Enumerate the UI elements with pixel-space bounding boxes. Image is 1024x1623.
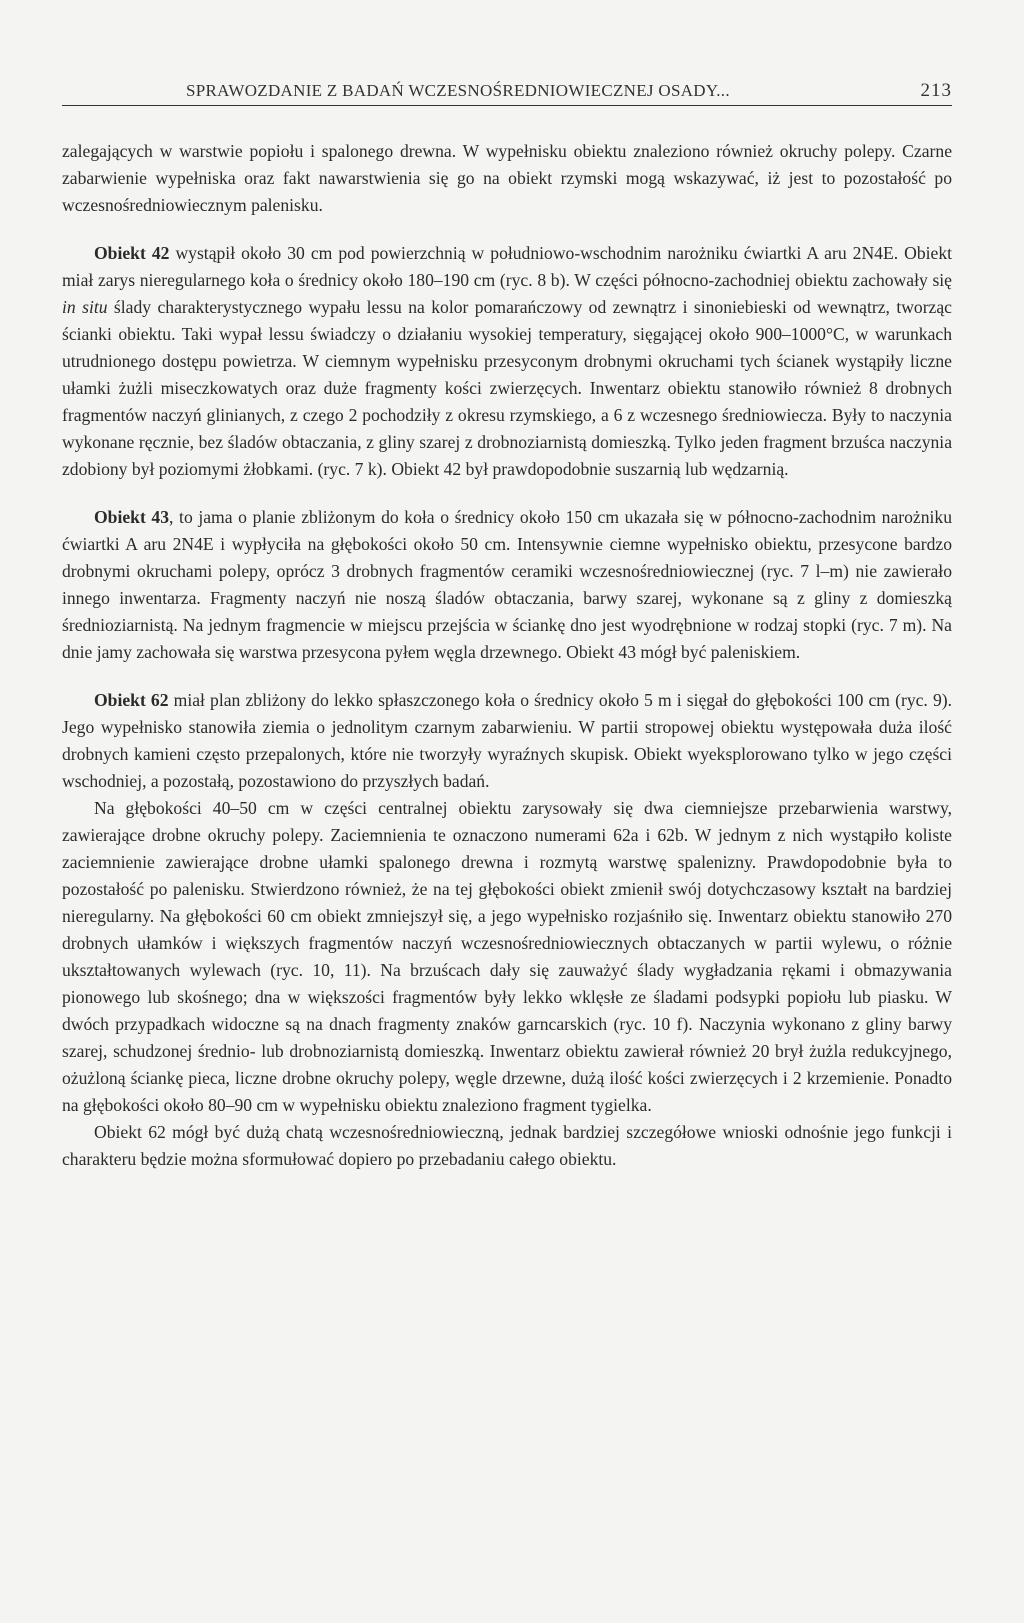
paragraph-obiekt-43: Obiekt 43, to jama o planie zbliżonym do koła o średnicy około 150 cm ukazała się w północno-zachodnim narożniku ćwiartki A aru 2N4E i wypłyciła na głębokości około 50 cm. Intensywnie ciemne wypełnisko obiektu, przesycone bardzo drobnymi okruchami polepy, oprócz 3 drobnych fragmentów ceramiki wczesnośredniowiecznej (ryc. 7 l–m) nie zawierało innego inwentarza. Fragmenty naczyń nie noszą śladów obtaczania, barwy szarej, wykonane są z gliny z domieszką średnioziarnistą. Na jednym fragmencie w miejscu przejścia w ściankę dno jest wyodrębnione w rodzaj stopki (ryc. 7 m). Na dnie jamy zachowała się warstwa przesycona pyłem węgla drzewnego. Obiekt 43 mógł być paleniskiem. — [62, 507, 952, 662]
paragraph-obiekt-42: Obiekt 42 wystąpił około 30 cm pod powierzchnią w południowo-wschodnim narożniku ćwiartki A aru 2N4E. Obiekt miał zarys nieregularnego koła o średnicy około 180–190 cm (ryc. 8 b). W części północno-zachodniej obiektu zachowały się in situ ślady charakterystycznego wypału lessu na kolor pomarańczowy od zewnątrz i sinoniebieski od wewnątrz, tworząc ścianki obiektu. Taki wypał lessu świadczy o działaniu wysokiej temperatury, sięgającej około 900–1000°C, w warunkach utrudnionego dostępu powietrza. W ciemnym wypełnisku przesyconym drobnymi okruchami tych ścianek wystąpiły liczne ułamki żużli miseczkowatych oraz duże fragmenty kości zwierzęcych. Inwentarz obiektu stanowiło również 8 drobnych fragmentów naczyń glinianych, z czego 2 pochodziły z okresu rzymskiego, a 6 z wczesnego średniowiecza. Były to naczynia wykonane ręcznie, bez śladów obtaczania, z gliny szarej z drobnoziarnistą domieszką. Tylko jeden fragment brzuśca naczynia zdobiony był poziomymi żłobkami. (ryc. 7 k). Obiekt 42 był prawdopodobnie suszarnią lub wędzarnią. — [62, 243, 952, 479]
page — [62, 80, 952, 1173]
paragraph-obiekt-62-conclusion: Obiekt 62 mógł być dużą chatą wczesnośredniowieczną, jednak bardziej szczegółowe wnioski odnośnie jego funkcji i charakteru będzie można sformułować dopiero po przebadaniu całego obiektu. — [62, 1122, 952, 1169]
latin-term: in situ — [62, 297, 108, 317]
running-title: SPRAWOZDANIE Z BADAŃ WCZESNOŚREDNIOWIECZNEJ OSADY... — [186, 81, 730, 100]
object-label: Obiekt 62 — [94, 690, 169, 710]
body-text — [62, 138, 952, 1173]
object-label: Obiekt 42 — [94, 243, 170, 263]
object-label: Obiekt 43 — [94, 507, 170, 527]
page-number: 213 — [920, 80, 952, 101]
paragraph-obiekt-62-depth: Na głębokości 40–50 cm w części centralnej obiektu zarysowały się dwa ciemniejsze przebarwienia warstwy, zawierające drobne okruchy polepy. Zaciemnienia te oznaczono numerami 62a i 62b. W jednym z nich wystąpiło koliste zaciemnienie zawierające drobne ułamki spalonego drewna i rozmytą warstwę spalenizny. Prawdopodobnie była to pozostałość po palenisku. Stwierdzono również, że na tej głębokości obiekt zmienił swój dotychczasowy kształt na bardziej nieregularny. Na głębokości 60 cm obiekt zmniejszył się, a jego wypełnisko rozjaśniło się. Inwentarz obiektu stanowiło 270 drobnych ułamków i większych fragmentów naczyń wczesnośredniowiecznych obtaczanych w partii wylewu, o różnie ukształtowanych wylewach (ryc. 10, 11). Na brzuścach dały się zauważyć ślady wygładzania rękami i obmazywania pionowego lub skośnego; dna w większości fragmentów były lekko wklęsłe ze śladami podsypki popiołu lub piasku. W dwóch przypadkach widoczne są na dnach fragmenty znaków garncarskich (ryc. 10 f). Naczynia wykonano z gliny barwy szarej, schudzonej średnio- lub drobnoziarnistą domieszką. Inwentarz obiektu zawierał również 20 brył żużla redukcyjnego, ożużloną ściankę pieca, liczne drobne okruchy polepy, węgle drzewne, dużą ilość kości zwierzęcych i 2 krzemienie. Ponadto na głębokości około 80–90 cm w wypełnisku obiektu znaleziono fragment tygielka. — [62, 798, 952, 1115]
running-header — [62, 80, 952, 106]
paragraph-continuation: zalegających w warstwie popiołu i spalonego drewna. W wypełnisku obiektu znaleziono również okruchy polepy. Czarne zabarwienie wypełniska oraz fakt nawarstwienia się go na obiekt rzymski mogą wskazywać, iż jest to pozostałość po wczesnośredniowiecznym palenisku. — [62, 141, 952, 215]
paragraph-obiekt-62: Obiekt 62 miał plan zbliżony do lekko spłaszczonego koła o średnicy około 5 m i sięgał do głębokości 100 cm (ryc. 9). Jego wypełnisko stanowiła ziemia o jednolitym czarnym zabarwieniu. W partii stropowej obiektu występowała duża ilość drobnych kamieni często przepalonych, które nie tworzyły wyraźnych skupisk. Obiekt wyeksplorowano tylko w jego części wschodniej, a pozostałą, pozostawiono do przyszłych badań. — [62, 690, 952, 791]
